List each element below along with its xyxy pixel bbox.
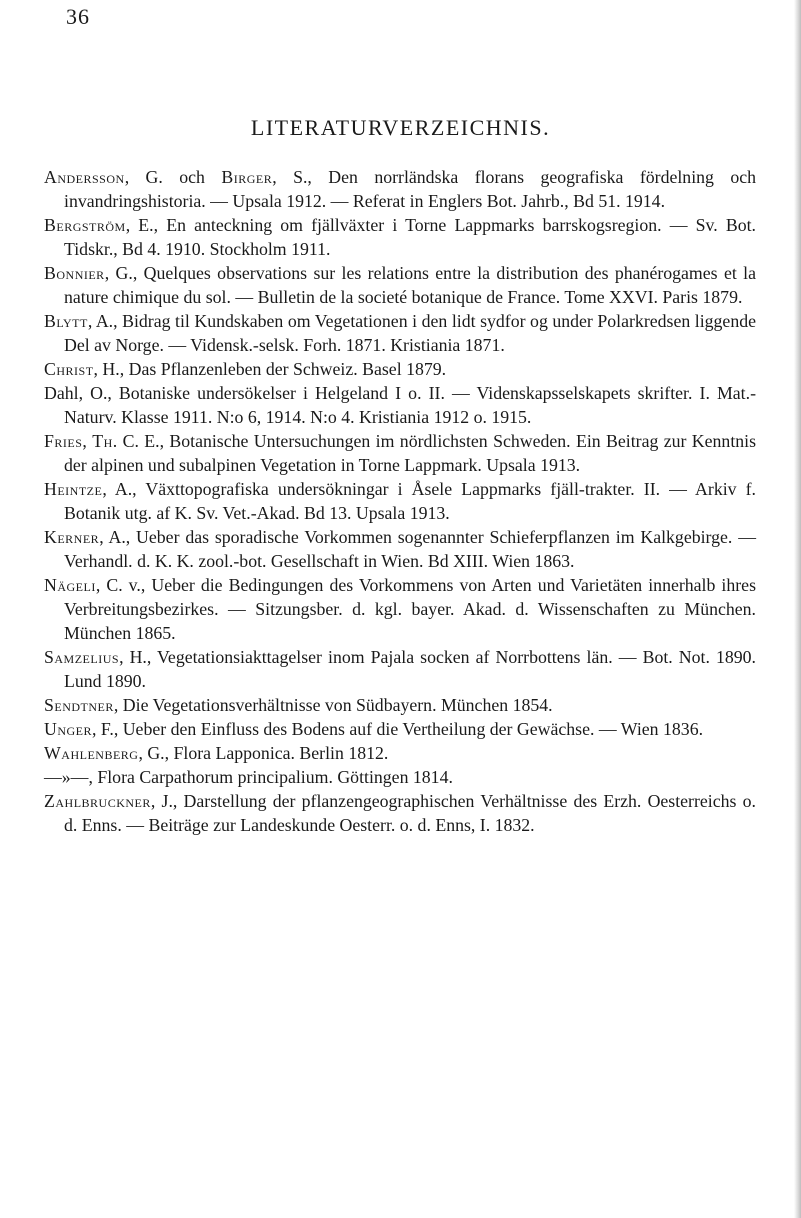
reference-entry [44,645,756,693]
reference-connector: , [82,431,93,451]
reference-entry [44,357,756,381]
reference-author: Bergström [44,215,126,235]
reference-text: , H., Das Pflanzenleben der Schweiz. Basel 1879. [93,359,447,379]
page-edge-shadow [794,0,801,1218]
reference-text: , A., Ueber das sporadische Vorkommen sogenannter Schieferpflanzen im Kalkgebirge. — Verhandl. d. K. K. zool.-bot. Gesellschaft in Wien. Bd XIII. Wien 1863. [64,527,756,571]
reference-entry [44,573,756,645]
reference-coauthor: Th [92,431,113,451]
reference-text: , S., Den norrländska florans geografiska fördelning och invandringshistoria. — Upsala 1912. — Referat in Englers Bot. Jahrb., Bd 51. 1914. [64,167,757,211]
reference-coauthor: Birger [221,167,273,187]
reference-author: Christ [44,359,94,379]
reference-author: Kerner [44,527,100,547]
reference-entry [44,765,756,789]
reference-text: , Die Vegetationsverhältnisse von Südbayern. München 1854. [113,695,553,715]
reference-list [44,165,756,837]
reference-text: , G., Flora Lapponica. Berlin 1812. [138,743,389,763]
reference-entry [44,261,756,309]
reference-entry [44,789,756,837]
reference-author: Samzelius [44,647,120,667]
reference-author: Sendtner [44,695,114,715]
reference-author: Heintze [44,479,103,499]
reference-author: Fries [44,431,83,451]
reference-text: , C. v., Ueber die Bedingungen des Vorkommens von Arten und Varietäten innerhalb ihres Verbreitungsbezirkes. — Sitzungsber. d. kgl. bayer. Akad. d. Wissenschaften zu München. München 1865. [64,575,756,643]
reference-text: , E., En anteckning om fjällväxter i Torne Lappmarks barrskogsregion. — Sv. Bot. Tidskr., Bd 4. 1910. Stockholm 1911. [64,215,756,259]
reference-text: , J., Darstellung der pflanzengeographischen Verhältnisse des Erzh. Oesterreichs o. d. Enns. — Beiträge zur Landeskunde Oesterr. o. d. Enns, I. 1832. [64,791,756,835]
reference-entry [44,693,756,717]
reference-text: Dahl, O., Botaniske undersökelser i Helgeland I o. II. — Videnskapsselskapets skrifter. I. Mat.-Naturv. Klasse 1911. N:o 6, 1914. N:o 4. Kristiania 1912 o. 1915. [44,383,756,427]
reference-entry [44,309,756,357]
reference-text: , A., Växttopografiska undersökningar i Åsele Lappmarks fjäll-trakter. II. — Arkiv f. Botanik utg. af K. Sv. Vet.-Akad. Bd 13. Upsala 1913. [64,479,756,523]
reference-author: Andersson [44,167,125,187]
reference-text: , F., Ueber den Einfluss des Bodens auf die Vertheilung der Gewächse. — Wien 1836. [92,719,704,739]
reference-entry [44,477,756,525]
reference-text: . C. E., Botanische Untersuchungen im nördlichsten Schweden. Ein Beitrag zur Kenntnis der alpinen und subalpinen Vegetation in Torne Lappmark. Upsala 1913. [64,431,757,475]
reference-author: Blytt [44,311,88,331]
reference-entry [44,381,756,429]
reference-author: Zahlbruckner [44,791,151,811]
page-title: LITERATURVERZEICHNIS. [250,115,551,140]
reference-entry [44,429,756,477]
reference-author: Bonnier [44,263,105,283]
page-number: 36 [66,4,90,29]
reference-author: Nägeli [44,575,96,595]
reference-text: , G., Quelques observations sur les relations entre la distribution des phanérogames et la nature chimique du sol. — Bulletin de la societé botanique de France. Tome XXVI. Paris 1879. [64,263,756,307]
reference-entry [44,717,756,741]
reference-entry [44,525,756,573]
reference-author: Unger [44,719,93,739]
reference-text: —»—, Flora Carpathorum principalium. Göttingen 1814. [44,767,453,787]
reference-connector: , G. och [124,167,222,187]
reference-text: , H., Vegetationsiakttagelser inom Pajala socken af Norrbottens län. — Bot. Not. 1890. Lund 1890. [64,647,756,691]
reference-entry [44,165,756,213]
reference-text: , A., Bidrag til Kundskaben om Vegetationen i den lidt sydfor og under Polarkredsen liggende Del av Norge. — Vidensk.-selsk. Forh. 1871. Kristiania 1871. [64,311,756,355]
reference-author: Wahlenberg [44,743,139,763]
reference-entry [44,213,756,261]
reference-entry [44,741,756,765]
